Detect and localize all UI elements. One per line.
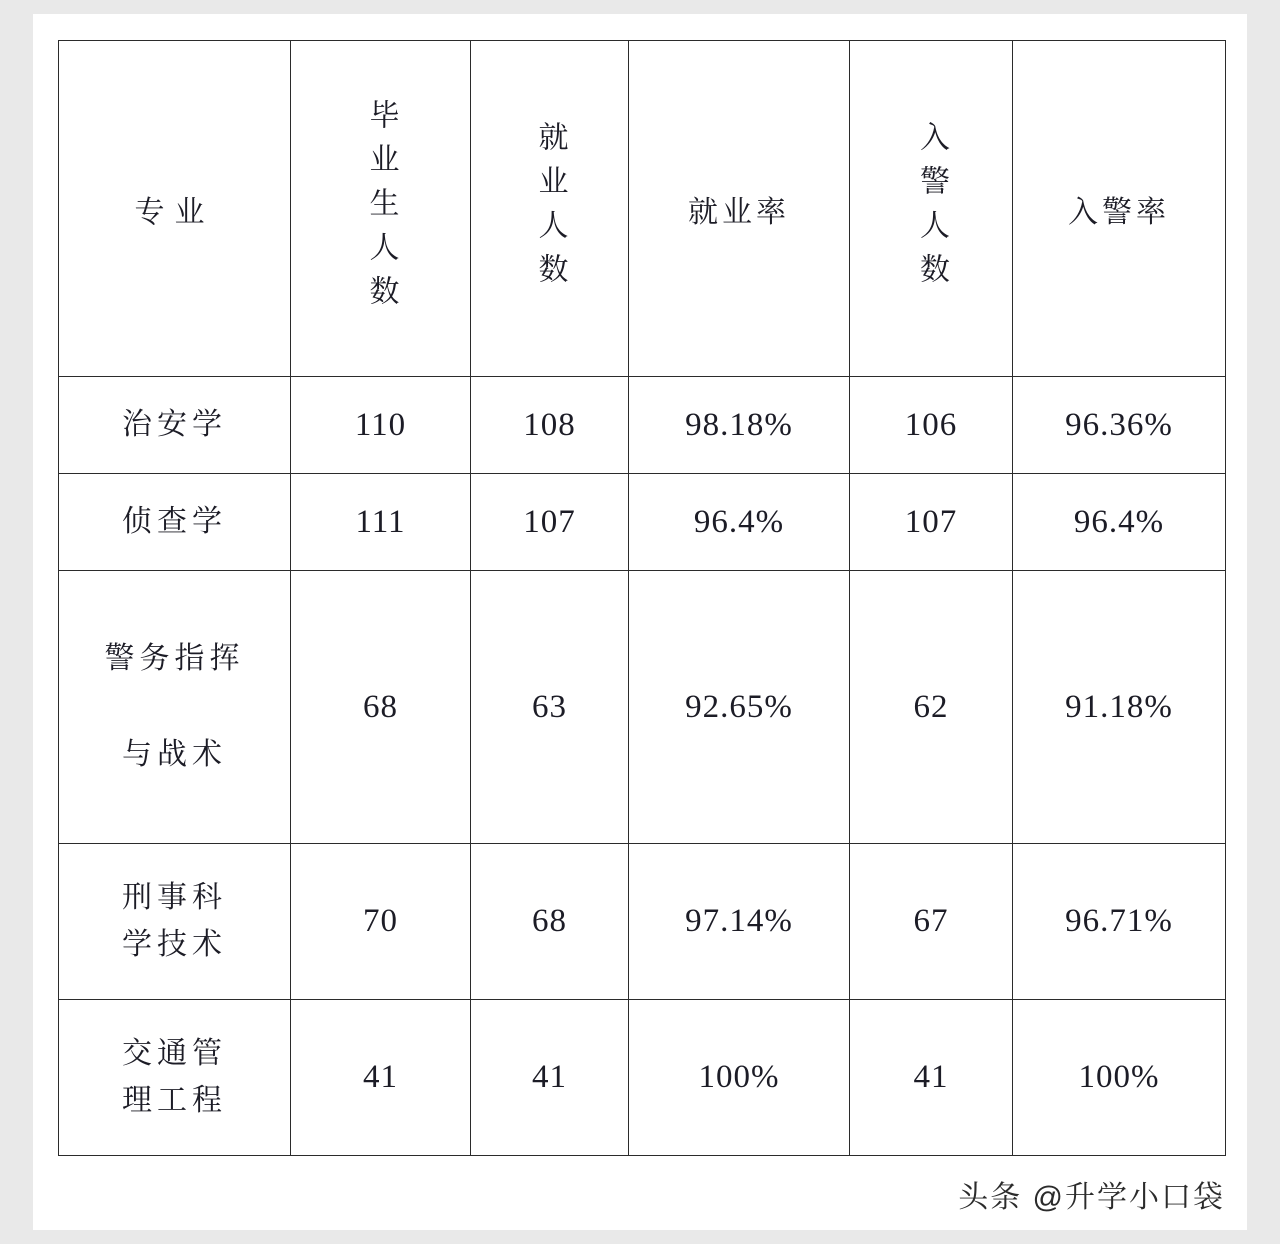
cell-police-rate bbox=[1013, 1000, 1226, 1156]
police-value: 41 bbox=[913, 1059, 949, 1095]
graduates-value: 70 bbox=[363, 903, 398, 939]
cell-police-rate bbox=[1013, 571, 1226, 844]
column-header-police-label: 入警人数 bbox=[915, 120, 948, 297]
column-header-employment-rate bbox=[629, 41, 850, 377]
cell-major bbox=[59, 1000, 291, 1156]
document-page bbox=[33, 14, 1247, 1230]
table-header-row bbox=[59, 41, 1226, 377]
cell-police-rate bbox=[1013, 474, 1226, 571]
column-header-major-label: 专业 bbox=[134, 195, 215, 229]
table-row bbox=[59, 1000, 1226, 1156]
cell-police-rate bbox=[1013, 844, 1226, 1000]
major-name-line2: 学技术 bbox=[122, 927, 227, 961]
cell-employed bbox=[471, 474, 629, 571]
graduates-value: 110 bbox=[354, 406, 407, 443]
cell-graduates bbox=[291, 1000, 471, 1156]
cell-police bbox=[850, 571, 1013, 844]
major-name-line1: 警务指挥 bbox=[104, 641, 245, 675]
cell-graduates bbox=[291, 844, 471, 1000]
cell-employed bbox=[471, 377, 629, 474]
cell-graduates bbox=[291, 474, 471, 571]
major-name-line1: 刑事科 bbox=[122, 881, 227, 914]
major-name: 侦查学 bbox=[122, 504, 227, 538]
cell-major bbox=[59, 844, 291, 1000]
column-header-major bbox=[59, 41, 291, 377]
employment-rate-value: 100% bbox=[698, 1059, 780, 1095]
column-header-graduates bbox=[291, 41, 471, 377]
cell-police-rate bbox=[1013, 377, 1226, 474]
employed-value: 63 bbox=[532, 688, 567, 725]
police-rate-value: 100% bbox=[1078, 1059, 1160, 1095]
table-row bbox=[59, 844, 1226, 1000]
police-rate-value: 96.71% bbox=[1065, 903, 1173, 939]
table-row bbox=[59, 474, 1226, 571]
police-value: 67 bbox=[913, 903, 949, 939]
police-value: 106 bbox=[904, 406, 958, 443]
column-header-employment-rate-label: 就业率 bbox=[688, 195, 790, 229]
police-rate-value: 91.18% bbox=[1065, 688, 1173, 725]
cell-employment-rate bbox=[629, 571, 850, 844]
employment-rate-value: 92.65% bbox=[685, 688, 793, 725]
major-name-line2: 与战术 bbox=[122, 738, 227, 771]
cell-employed bbox=[471, 1000, 629, 1156]
watermark: 头条 @升学小口袋 bbox=[958, 1181, 1225, 1214]
cell-police bbox=[850, 377, 1013, 474]
police-value: 107 bbox=[904, 503, 958, 540]
column-header-police bbox=[850, 41, 1013, 377]
column-header-police-rate bbox=[1013, 41, 1226, 377]
cell-major bbox=[59, 377, 291, 474]
employed-value: 68 bbox=[532, 903, 567, 939]
graduates-value: 111 bbox=[355, 503, 406, 540]
employed-value: 107 bbox=[523, 503, 576, 540]
police-rate-value: 96.36% bbox=[1065, 406, 1173, 443]
major-name: 治安学 bbox=[122, 407, 227, 441]
employment-rate-value: 96.4% bbox=[693, 503, 785, 540]
employment-rate-value: 98.18% bbox=[685, 406, 793, 443]
table-row bbox=[59, 571, 1226, 844]
police-value: 62 bbox=[913, 688, 949, 725]
employment-statistics-table bbox=[58, 40, 1226, 1156]
column-header-employed-label: 就业人数 bbox=[533, 120, 567, 297]
cell-employment-rate bbox=[629, 1000, 850, 1156]
police-rate-value: 96.4% bbox=[1073, 503, 1165, 540]
employment-rate-value: 97.14% bbox=[685, 903, 793, 939]
cell-employment-rate bbox=[629, 377, 850, 474]
cell-police bbox=[850, 844, 1013, 1000]
major-name-line2: 理工程 bbox=[122, 1083, 227, 1117]
cell-major bbox=[59, 474, 291, 571]
graduates-value: 41 bbox=[363, 1059, 398, 1095]
graduates-value: 68 bbox=[363, 688, 398, 725]
cell-graduates bbox=[291, 377, 471, 474]
employed-value: 41 bbox=[532, 1059, 567, 1095]
cell-employed bbox=[471, 844, 629, 1000]
column-header-employed bbox=[471, 41, 629, 377]
column-header-police-rate-label: 入警率 bbox=[1068, 195, 1170, 229]
cell-major bbox=[59, 571, 291, 844]
table-row bbox=[59, 377, 1226, 474]
cell-employment-rate bbox=[629, 474, 850, 571]
cell-police bbox=[850, 1000, 1013, 1156]
major-name-line1: 交通管 bbox=[122, 1037, 227, 1070]
employed-value: 108 bbox=[523, 406, 576, 443]
cell-employed bbox=[471, 571, 629, 844]
table-header bbox=[59, 41, 1226, 377]
cell-police bbox=[850, 474, 1013, 571]
table-body bbox=[59, 377, 1226, 1156]
cell-employment-rate bbox=[629, 844, 850, 1000]
cell-graduates bbox=[291, 571, 471, 844]
column-header-graduates-label: 毕业生人数 bbox=[364, 98, 398, 319]
